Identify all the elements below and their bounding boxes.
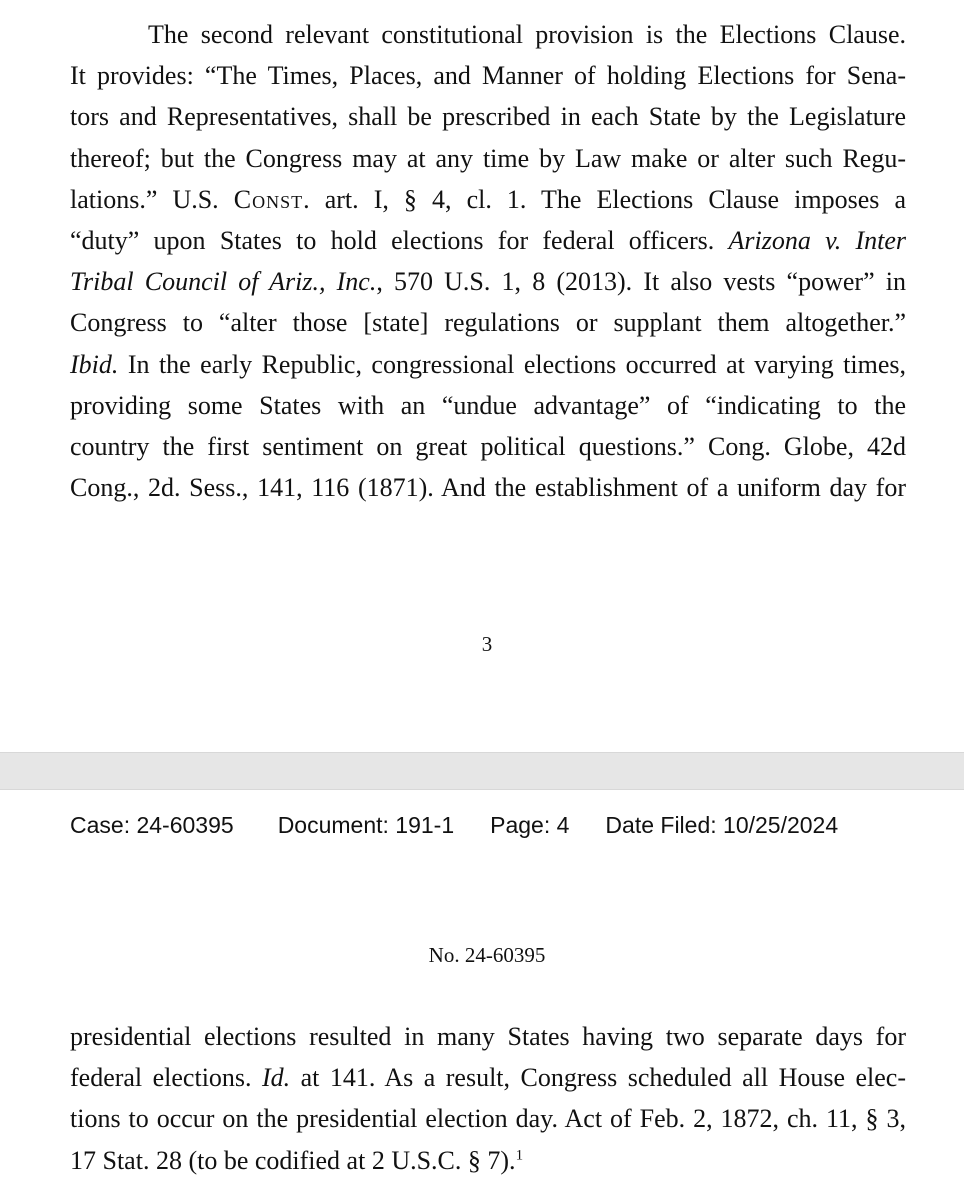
text-line: “duty” upon States to hold elections for federal officers. Arizona v. Inter (70, 225, 906, 255)
text-line: lations.” U.S. Const. art. I, § 4, cl. 1. The Elections Clause imposes a (70, 184, 907, 214)
date-filed: Date Filed: 10/25/2024 (605, 812, 839, 838)
text-line: country the first sentiment on great political questions.” Cong. Globe, 42d (70, 431, 906, 461)
ibid-italic: Ibid. (70, 349, 119, 379)
page-number: 3 (481, 632, 493, 656)
docket-number: No. 24-60395 (428, 943, 546, 967)
case-header (70, 812, 838, 839)
small-caps-const: Const (233, 184, 304, 214)
id-italic: Id. (262, 1063, 291, 1093)
text-line: presidential elections resulted in many States having two separate days for (70, 1022, 906, 1051)
text-line: 17 Stat. 28 (to be codified at 2 U.S.C. § 7).$^1$ (70, 1145, 524, 1175)
text-line: It provides: “The Times, Places, and Manner of holding Elections for Sena- (70, 61, 906, 91)
text-line: Congress to “alter those [state] regulations or supplant them altogether.” (70, 308, 906, 338)
case-citation-italic: Tribal Council of Ariz., Inc. (70, 267, 377, 297)
text-line: Ibid. In the early Republic, congressional elections occurred at varying times, (70, 349, 906, 379)
text-line: Cong., 2d. Sess., 141, 116 (1871). And the establishment of a uniform day for (70, 473, 906, 503)
body-paragraph-continued (70, 1016, 906, 1181)
footnote-marker[interactable]: 1 (515, 1146, 524, 1163)
page-separator (0, 752, 964, 790)
body-paragraph-elections-clause (70, 14, 906, 508)
page-indicator: Page: 4 (490, 812, 570, 838)
text-line: Tribal Council of Ariz., Inc., 570 U.S. 1, 8 (2013). It also vests “power” in (70, 267, 906, 297)
text-line: providing some States with an “undue advantage” of “indicating to the (70, 390, 906, 420)
text-line: tors and Representatives, shall be prescribed in each State by the Legislature (70, 102, 906, 132)
case-citation-italic: Arizona v. Inter (728, 225, 906, 255)
text-line: federal elections. Id. at 141. As a result, Congress scheduled all House elec- (70, 1063, 906, 1093)
text-line: thereof; but the Congress may at any time by Law make or alter such Regu- (70, 143, 906, 173)
case-number: Case: 24-60395 (70, 812, 234, 838)
text-line: The second relevant constitutional provision is the Elections Clause. (148, 20, 906, 49)
text-line: tions to occur on the presidential election day. Act of Feb. 2, 1872, ch. 11, § 3, (70, 1104, 906, 1134)
document-number: Document: 191-1 (277, 812, 455, 838)
